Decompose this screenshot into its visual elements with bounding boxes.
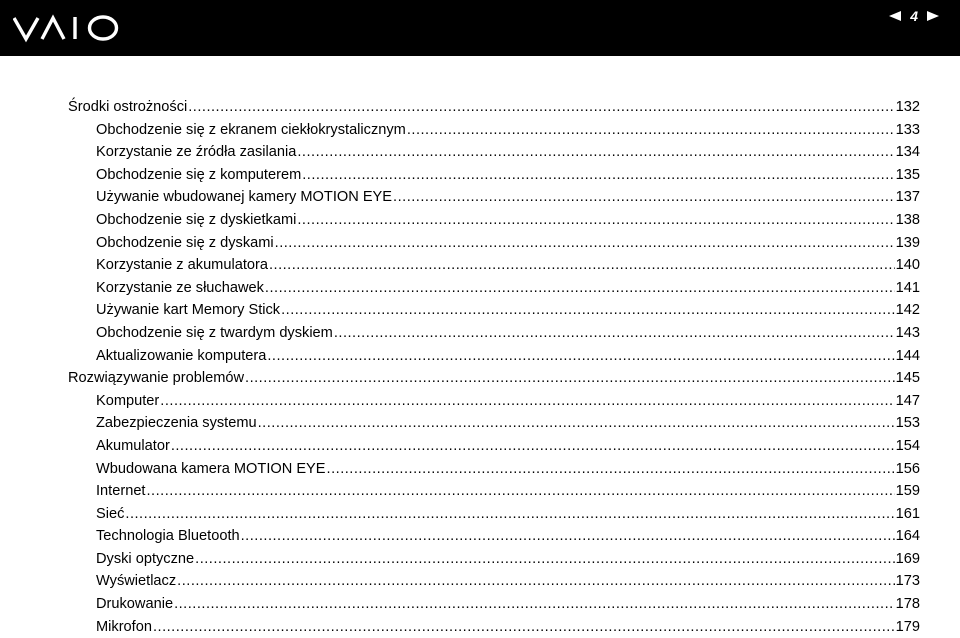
toc-entry[interactable] bbox=[68, 367, 920, 390]
toc-entry[interactable] bbox=[68, 141, 920, 164]
toc-dot-leader bbox=[275, 232, 895, 255]
toc-dot-leader bbox=[297, 209, 894, 232]
page-navigation bbox=[888, 6, 940, 26]
toc-entry[interactable] bbox=[68, 254, 920, 277]
toc-entry-page[interactable]: 141 bbox=[895, 279, 920, 296]
toc-entry-title[interactable]: Aktualizowanie komputera bbox=[96, 347, 267, 364]
toc-entry[interactable] bbox=[68, 525, 920, 548]
toc-entry-title[interactable]: Korzystanie z akumulatora bbox=[96, 257, 268, 274]
toc-entry-title[interactable]: Sieć bbox=[96, 505, 125, 522]
toc-entry-title[interactable]: Używanie kart Memory Stick bbox=[96, 302, 281, 319]
toc-entry-page[interactable]: 145 bbox=[895, 370, 920, 387]
toc-entry-title[interactable]: Obchodzenie się z komputerem bbox=[96, 166, 302, 183]
toc-entry[interactable] bbox=[68, 277, 920, 300]
toc-entry-page[interactable]: 132 bbox=[895, 99, 920, 115]
next-page-arrow-icon[interactable] bbox=[926, 10, 940, 22]
toc-entry[interactable] bbox=[68, 96, 920, 119]
toc-entry-page[interactable]: 147 bbox=[895, 392, 920, 409]
toc-dot-leader bbox=[125, 503, 894, 526]
toc-entry-title[interactable]: Obchodzenie się z ekranem ciekłokrystalicznym bbox=[96, 121, 406, 138]
toc-entry-page[interactable]: 161 bbox=[895, 505, 920, 522]
toc-dot-leader bbox=[258, 412, 895, 435]
toc-dot-leader bbox=[407, 119, 895, 142]
toc-dot-leader bbox=[302, 164, 894, 187]
toc-entry-title[interactable]: Zabezpieczenia systemu bbox=[96, 415, 257, 432]
toc-entry-title[interactable]: Obchodzenie się z dyskietkami bbox=[96, 211, 297, 228]
toc-entry[interactable] bbox=[68, 458, 920, 481]
toc-entry-title[interactable]: Obchodzenie się z twardym dyskiem bbox=[96, 324, 333, 341]
toc-entry-title[interactable]: Używanie wbudowanej kamery MOTION EYE bbox=[96, 189, 393, 206]
toc-entry[interactable] bbox=[68, 119, 920, 142]
vaio-logo bbox=[13, 13, 121, 43]
toc-entry[interactable] bbox=[68, 232, 920, 255]
toc-dot-leader bbox=[327, 458, 895, 481]
toc-entry[interactable] bbox=[68, 345, 920, 368]
toc-entry[interactable] bbox=[68, 299, 920, 322]
toc-dot-leader bbox=[241, 525, 895, 548]
previous-page-arrow-icon[interactable] bbox=[888, 10, 902, 22]
toc-entry[interactable] bbox=[68, 548, 920, 571]
toc-dot-leader bbox=[281, 299, 895, 322]
page-number: 4 bbox=[910, 8, 918, 24]
toc-entry[interactable] bbox=[68, 435, 920, 458]
toc-entry-page[interactable]: 133 bbox=[895, 121, 920, 138]
toc-dot-leader bbox=[195, 548, 895, 571]
toc-entry-page[interactable]: 144 bbox=[895, 347, 920, 364]
toc-entry-title[interactable]: Korzystanie ze źródła zasilania bbox=[96, 144, 297, 161]
toc-entry[interactable] bbox=[68, 186, 920, 209]
toc-dot-leader bbox=[174, 593, 895, 616]
toc-entry[interactable] bbox=[68, 412, 920, 435]
toc-entry-page[interactable]: 156 bbox=[895, 460, 920, 477]
toc-entry-page[interactable]: 137 bbox=[895, 189, 920, 206]
toc-entry-title[interactable]: Komputer bbox=[96, 392, 160, 409]
toc-dot-leader bbox=[147, 480, 895, 503]
toc-entry-page[interactable]: 140 bbox=[895, 257, 920, 274]
toc-dot-leader bbox=[297, 141, 894, 164]
toc-entry-title[interactable]: Korzystanie ze słuchawek bbox=[96, 279, 264, 296]
toc-entry-title[interactable]: Internet bbox=[96, 483, 146, 500]
toc-entry-page[interactable]: 178 bbox=[895, 596, 920, 613]
toc-entry-title[interactable]: Środki ostrożności bbox=[68, 99, 188, 115]
toc-entry[interactable] bbox=[68, 164, 920, 187]
toc-entry-page[interactable]: 142 bbox=[895, 302, 920, 319]
header-bar bbox=[0, 0, 960, 56]
toc-dot-leader bbox=[265, 277, 895, 300]
toc-entry[interactable] bbox=[68, 209, 920, 232]
toc-entry[interactable] bbox=[68, 616, 920, 638]
toc-entry-page[interactable]: 134 bbox=[895, 144, 920, 161]
toc-dot-leader bbox=[160, 390, 894, 413]
toc-entry[interactable] bbox=[68, 480, 920, 503]
toc-entry-page[interactable]: 169 bbox=[895, 550, 920, 567]
toc-dot-leader bbox=[267, 345, 894, 368]
toc-dot-leader bbox=[393, 186, 895, 209]
toc-entry-page[interactable]: 139 bbox=[895, 234, 920, 251]
toc-dot-leader bbox=[269, 254, 895, 277]
toc-entry-page[interactable]: 159 bbox=[895, 483, 920, 500]
toc-dot-leader bbox=[177, 570, 894, 593]
toc-entry[interactable] bbox=[68, 322, 920, 345]
toc-entry-title[interactable]: Dyski optyczne bbox=[96, 550, 195, 567]
toc-dot-leader bbox=[188, 96, 894, 119]
toc-entry-page[interactable]: 153 bbox=[895, 415, 920, 432]
toc-entry[interactable] bbox=[68, 390, 920, 413]
toc-entry-title[interactable]: Rozwiązywanie problemów bbox=[68, 370, 245, 387]
toc-entry[interactable] bbox=[68, 503, 920, 526]
toc-entry-page[interactable]: 138 bbox=[895, 211, 920, 228]
toc-entry-page[interactable]: 154 bbox=[895, 437, 920, 454]
toc-dot-leader bbox=[245, 367, 895, 390]
toc-entry-page[interactable]: 143 bbox=[895, 324, 920, 341]
toc-dot-leader bbox=[153, 616, 895, 638]
toc-entry-title[interactable]: Technologia Bluetooth bbox=[96, 528, 240, 545]
toc-entry-title[interactable]: Akumulator bbox=[96, 437, 170, 454]
toc-entry-page[interactable]: 135 bbox=[895, 166, 920, 183]
toc-entry-title[interactable]: Wyświetlacz bbox=[96, 573, 177, 590]
table-of-contents bbox=[68, 96, 920, 638]
toc-entry-page[interactable]: 164 bbox=[895, 528, 920, 545]
toc-entry-page[interactable]: 179 bbox=[895, 618, 920, 635]
toc-entry[interactable] bbox=[68, 593, 920, 616]
toc-entry-title[interactable]: Drukowanie bbox=[96, 596, 174, 613]
toc-entry-title[interactable]: Obchodzenie się z dyskami bbox=[96, 234, 274, 251]
toc-entry[interactable] bbox=[68, 570, 920, 593]
toc-dot-leader bbox=[334, 322, 895, 345]
toc-dot-leader bbox=[171, 435, 895, 458]
toc-entry-title[interactable]: Wbudowana kamera MOTION EYE bbox=[96, 460, 326, 477]
toc-entry-title[interactable]: Mikrofon bbox=[96, 618, 152, 635]
toc-entry-page[interactable]: 173 bbox=[895, 573, 920, 590]
